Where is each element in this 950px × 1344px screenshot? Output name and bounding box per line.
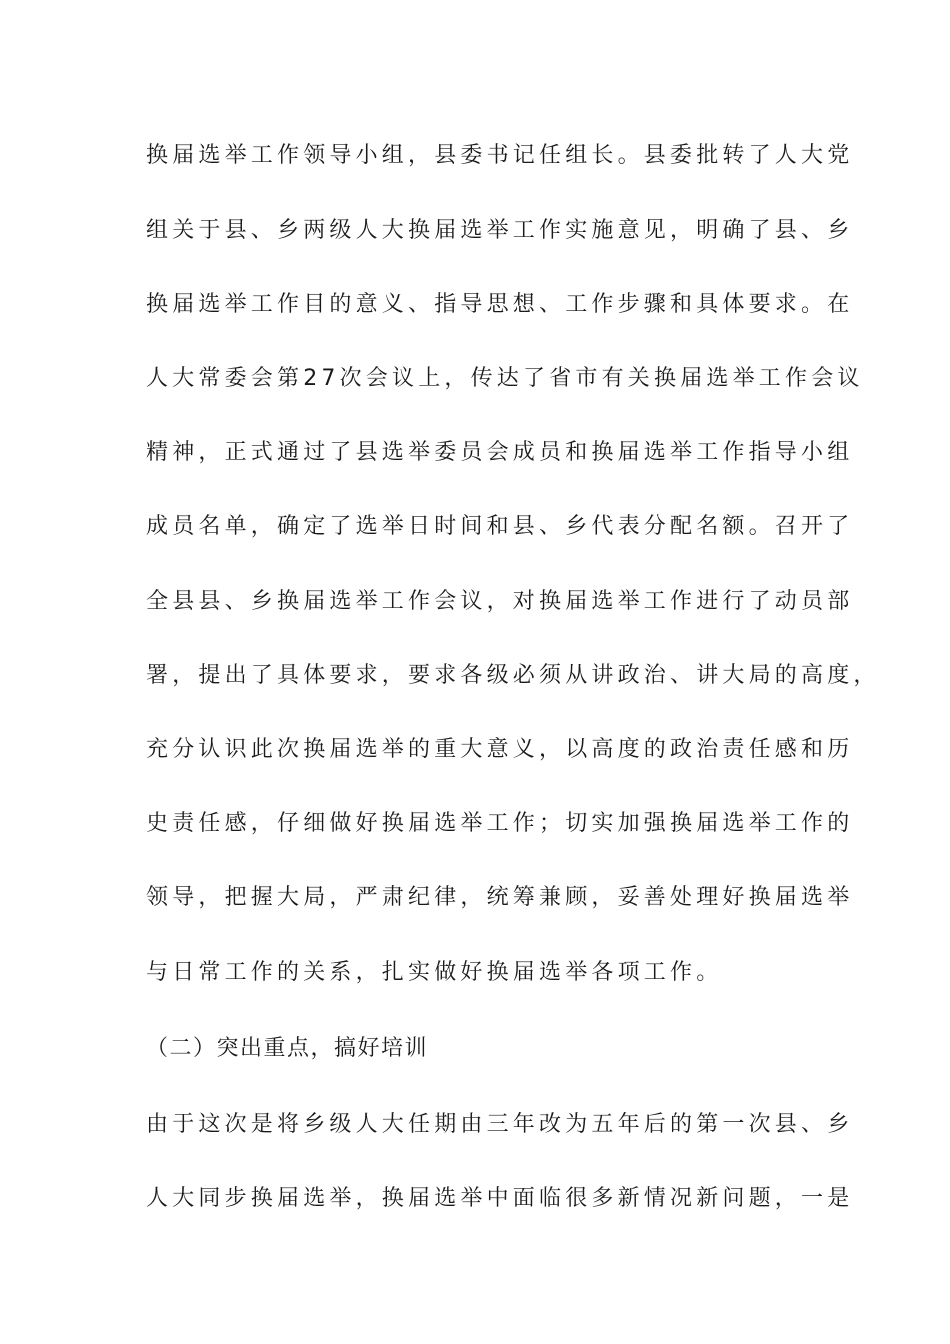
paragraph-line: 人大常委会第27次会议上，传达了省市有关换届选举工作会议 xyxy=(146,366,864,391)
section-heading: （二）突出重点，搞好培训 xyxy=(146,1036,429,1061)
paragraph-line: 换届选举工作目的意义、指导思想、工作步骤和具体要求。在 xyxy=(146,292,854,317)
paragraph-line: 由于这次是将乡级人大任期由三年改为五年后的第一次县、乡 xyxy=(146,1112,854,1137)
paragraph-line: 组关于县、乡两级人大换届选举工作实施意见，明确了县、乡 xyxy=(146,218,854,243)
paragraph-line: 领导，把握大局，严肃纪律，统筹兼顾，妥善处理好换届选举 xyxy=(146,885,854,910)
paragraph-line: 史责任感，仔细做好换届选举工作；切实加强换届选举工作的 xyxy=(146,811,854,836)
paragraph-line: 署，提出了具体要求，要求各级必须从讲政治、讲大局的高度， xyxy=(146,663,880,688)
paragraph-line: 人大同步换届选举，换届选举中面临很多新情况新问题，一是 xyxy=(146,1186,854,1211)
paragraph-line: 成员名单，确定了选举日时间和县、乡代表分配名额。召开了 xyxy=(146,514,854,539)
paragraph-line: 充分认识此次换届选举的重大意义，以高度的政治责任感和历 xyxy=(146,737,854,762)
paragraph-line: 换届选举工作领导小组，县委书记任组长。县委批转了人大党 xyxy=(146,143,854,168)
paragraph-line: 与日常工作的关系，扎实做好换届选举各项工作。 xyxy=(146,960,723,985)
paragraph-line: 精神，正式通过了县选举委员会成员和换届选举工作指导小组 xyxy=(146,440,854,465)
paragraph-line: 全县县、乡换届选举工作会议，对换届选举工作进行了动员部 xyxy=(146,589,854,614)
